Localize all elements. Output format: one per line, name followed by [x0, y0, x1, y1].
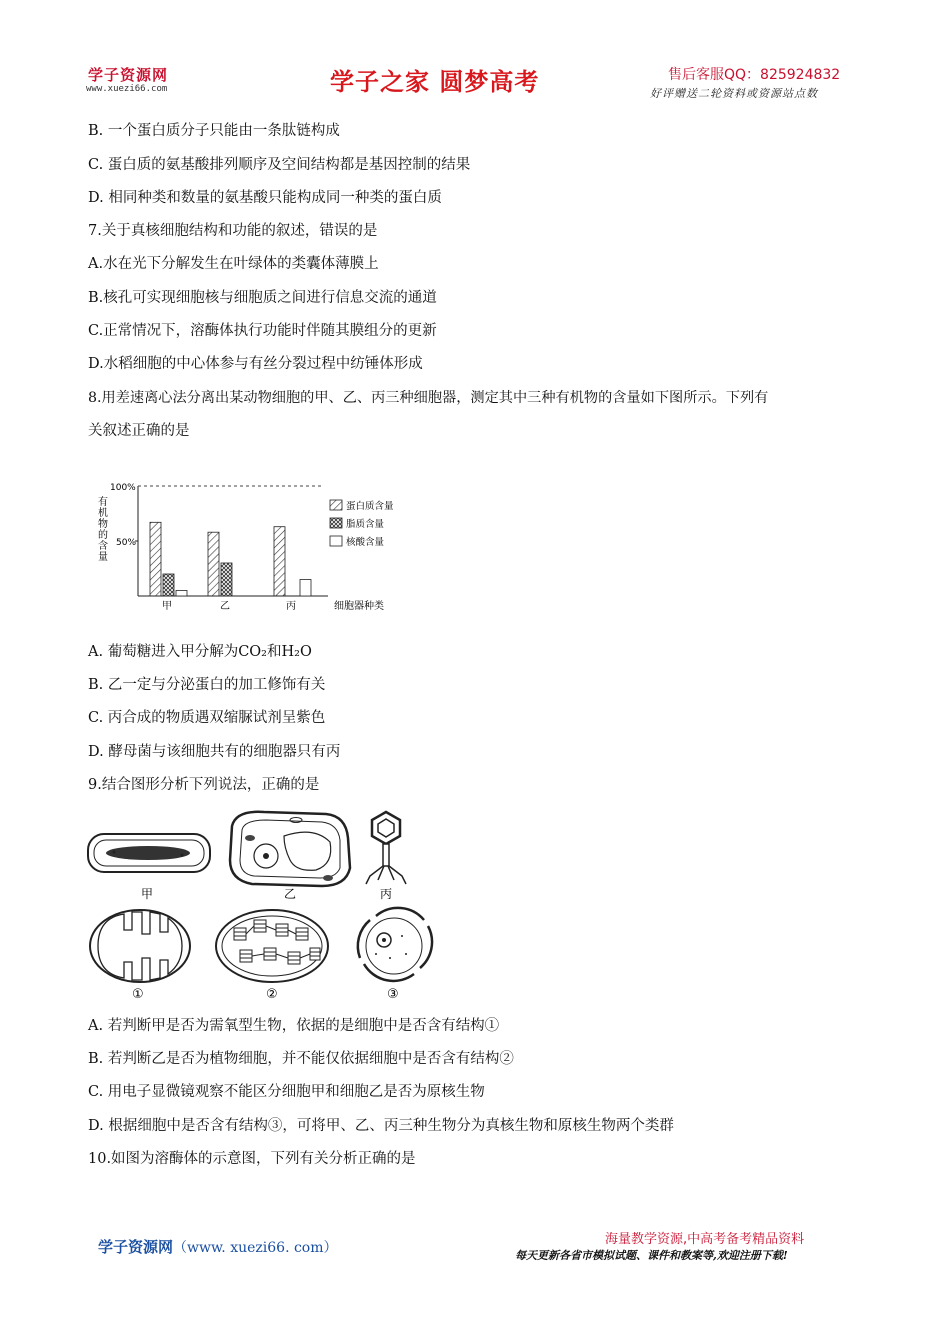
question-stem: 7.关于真核细胞结构和功能的叙述，错误的是 — [88, 223, 378, 239]
option-line: B. 乙一定与分泌蛋白的加工修饰有关 — [88, 677, 326, 693]
bar-nucleic-3 — [300, 580, 311, 597]
footer-brand — [98, 1236, 338, 1257]
legend-swatch-protein — [330, 500, 342, 510]
question-stem: 10.如图为溶酶体的示意图，下列有关分析正确的是 — [88, 1151, 416, 1167]
question-stem: 8.用差速离心法分离出某动物细胞的甲、乙、丙三种细胞器，测定其中三种有机物的含量如下图所示。下列有 — [88, 390, 769, 406]
option-line: D. 相同种类和数量的氨基酸只能构成同一种类的蛋白质 — [88, 190, 442, 206]
bar-lipid-2 — [221, 563, 232, 596]
bar-lipid-1 — [163, 574, 174, 596]
option-line: D. 酵母菌与该细胞共有的细胞器只有丙 — [88, 744, 341, 760]
header-banner: 学子之家 圆梦高考 — [330, 68, 540, 96]
bacterium-drawing — [88, 834, 210, 872]
label-yi: 乙 — [284, 887, 297, 901]
organelle-bar-chart — [88, 472, 418, 622]
footer-subslogan: 每天更新各省市模拟试题、课件和教案等,欢迎注册下载! — [515, 1249, 788, 1262]
legend-protein: 蛋白质含量 — [346, 501, 394, 512]
option-line: B.核孔可实现细胞核与细胞质之间进行信息交流的通道 — [88, 290, 437, 306]
xtick-label: 丙 — [286, 601, 296, 612]
ytick-50: 50% — [116, 538, 137, 548]
xtick-label: 甲 — [162, 601, 172, 612]
label-three: ③ — [387, 987, 399, 1002]
option-line: B. 一个蛋白质分子只能由一条肽链构成 — [88, 123, 340, 139]
option-line: C. 用电子显微镜观察不能区分细胞甲和细胞乙是否为原核生物 — [88, 1084, 485, 1100]
bar-nucleic-1 — [176, 591, 187, 597]
header-logo-text: 学子资源网 — [88, 66, 169, 84]
option-line: C.正常情况下，溶酶体执行功能时伴随其膜组分的更新 — [88, 323, 437, 339]
footer-slogan: 海量教学资源,中高考备考精品资料 — [605, 1232, 805, 1247]
label-bing: 丙 — [380, 887, 393, 901]
label-one: ① — [132, 987, 144, 1002]
label-two: ② — [266, 987, 278, 1002]
option-line: A.水在光下分解发生在叶绿体的类囊体薄膜上 — [88, 256, 379, 272]
xtick-label: 乙 — [220, 601, 230, 612]
ytick-100: 100% — [110, 483, 136, 493]
legend-swatch-lipid — [330, 518, 342, 528]
chloroplast-drawing — [216, 910, 328, 982]
y-axis-label: 有机物的含量 — [98, 497, 108, 563]
bar-protein-2 — [208, 532, 219, 596]
legend-nucleic: 核酸含量 — [346, 537, 385, 548]
option-line: C. 丙合成的物质遇双缩脲试剂呈紫色 — [88, 710, 326, 726]
option-line: B. 若判断乙是否为植物细胞，并不能仅依据细胞中是否含有结构② — [88, 1051, 514, 1067]
footer-brand-name: 学子资源网 — [98, 1238, 174, 1256]
plant-cell-drawing — [230, 812, 350, 886]
bar-protein-1 — [150, 522, 161, 596]
nucleus-drawing — [358, 908, 432, 981]
x-axis-label: 细胞器种类 — [334, 601, 384, 612]
label-jia: 甲 — [141, 887, 154, 901]
header-tagline: 好评赠送二轮资料或资源站点数 — [650, 87, 818, 100]
option-line: C. 蛋白质的氨基酸排列顺序及空间结构都是基因控制的结果 — [88, 157, 471, 173]
footer-url[interactable]: （www. xuezi66. com） — [173, 1240, 338, 1256]
header-qq: 售后客服QQ：825924832 — [668, 67, 841, 83]
bar-protein-3 — [274, 527, 285, 596]
option-line: A. 若判断甲是否为需氧型生物，依据的是细胞中是否含有结构① — [88, 1018, 500, 1034]
option-line: A. 葡萄糖进入甲分解为CO₂和H₂O — [88, 644, 312, 660]
legend-swatch-nucleic — [330, 536, 342, 546]
bacteriophage-drawing — [366, 812, 406, 884]
header-logo-url: www.xuezi66.com — [86, 84, 168, 94]
question-stem: 9.结合图形分析下列说法，正确的是 — [88, 777, 320, 793]
option-line: D. 根据细胞中是否含有结构③，可将甲、乙、丙三种生物分为真核生物和原核生物两个类群 — [88, 1118, 674, 1134]
legend-lipid: 脂质含量 — [346, 519, 385, 530]
question-stem-cont: 关叙述正确的是 — [88, 423, 190, 439]
mitochondrion-drawing — [90, 910, 190, 982]
cell-structures-figure — [84, 808, 434, 1008]
option-line: D.水稻细胞的中心体参与有丝分裂过程中纺锤体形成 — [88, 356, 423, 372]
